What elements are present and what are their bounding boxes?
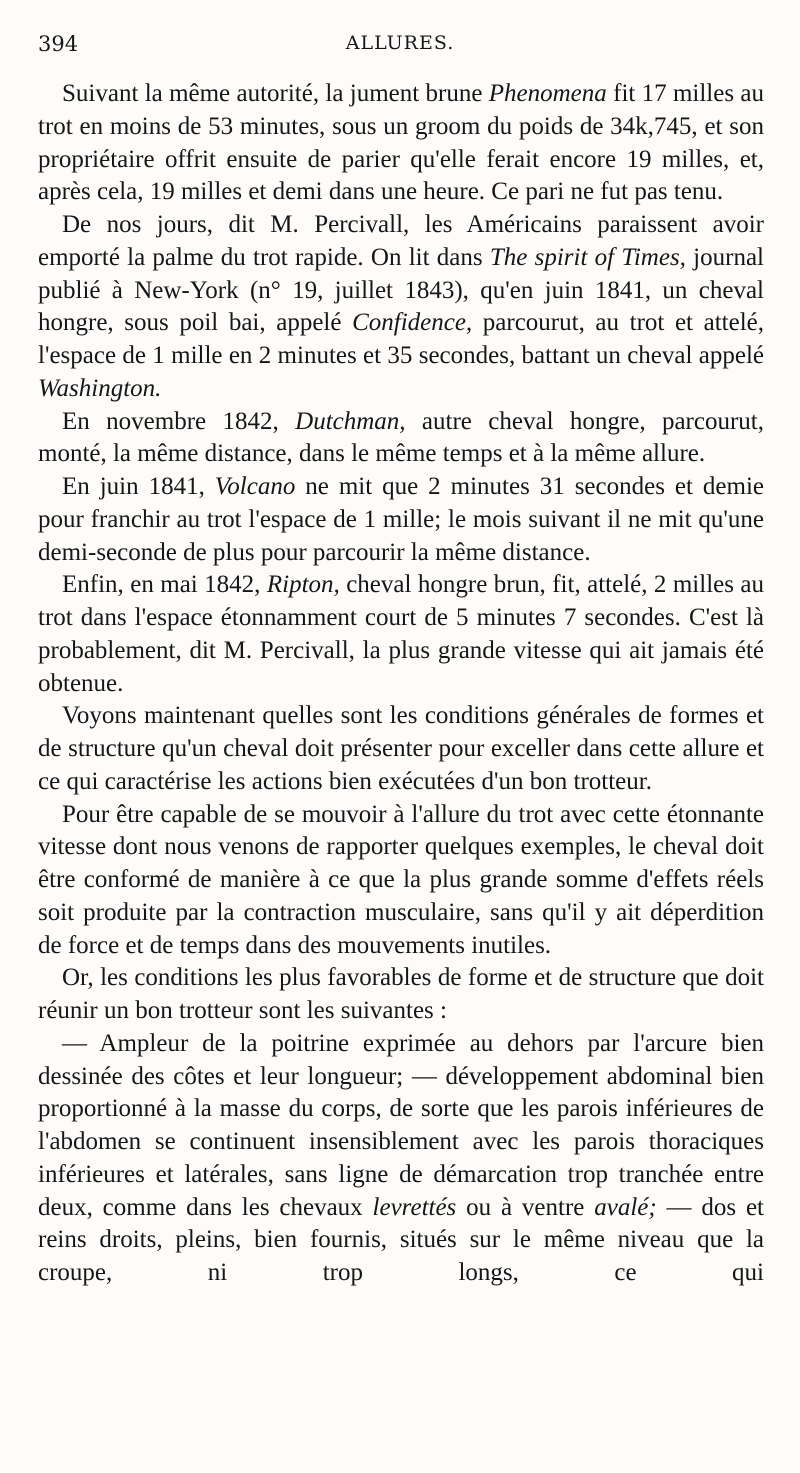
page-number: 394 [38,32,79,56]
italic-text: Phenomena [488,80,607,107]
text-run: Suivant la même autorité, la jument brune [62,80,489,107]
paragraph [38,471,764,569]
text-run: Pour être capable de se mouvoir à l'allure du trot avec cette étonnante vitesse dont nous venons de rapporter quelques exemples, le cheval doit être conformé de manière à ce que la plus grande somme d'effets réels soit produite par la contraction musculaire, sans qu'il y ait déperdition de force et de temps dans des mouvements inutiles. [38,800,764,959]
text-run: Or, les conditions les plus favorables de forme et de structure que doit réunir un bon trotteur sont les suivantes : [38,964,764,1024]
paragraph [38,700,764,798]
text-run: parcourut, au trot et attelé, l'espace de 1 mille en 2 minutes et 35 secondes, battant un cheval appelé [38,309,764,369]
paragraph [38,799,764,963]
body-text [38,78,764,1290]
italic-text: Ripton, [266,571,340,599]
text-run: ou à ventre [456,1193,595,1221]
text-run: En novembre 1842, [62,407,296,435]
italic-text: levrettés [372,1193,457,1221]
text-run: Voyons maintenant quelles sont les conditions générales de formes et de structure qu'un cheval doit présenter pour exceller dans cette allure et ce qui caractérise les actions bien exécutées d'un bon trotteur. [38,702,764,795]
italic-text: Confidence, [352,309,473,337]
paragraph [38,406,764,472]
text-run: En juin 1841, [62,473,215,500]
text-run: journal publié à New-York (n° 19, juillet 1843), qu'en juin 1841, un cheval hongre, sous poil bai, appelé [38,243,764,337]
paragraph [38,1028,764,1290]
paragraph [38,209,764,406]
italic-text: Dutchman, [295,407,406,435]
running-title: ALLURES. [345,32,455,54]
italic-text: avalé; [594,1193,657,1221]
page-header [38,32,762,62]
paragraph [38,569,764,700]
text-run: cheval hongre brun, fit, attelé, 2 milles au trot dans l'espace étonnamment court de 5 minutes 7 secondes. C'est là probablement, dit M. Percivall, la plus grande vitesse qui ait jamais été obtenue. [38,571,764,697]
italic-text: Washington. [38,374,162,402]
text-run: ne mit que 2 minutes 31 secondes et demie pour franchir au trot l'espace de 1 mille; le mois suivant il ne mit qu'une demi-seconde de plus pour parcourir la même distance. [38,473,764,566]
text-run: — dos et reins droits, pleins, bien fournis, situés sur le même niveau que la croupe, ni trop longs, ce qui [38,1193,764,1286]
text-run: fit 17 milles au trot en moins de 53 minutes, sous un groom du poids de 34k,745, et son propriétaire offrit ensuite de parier qu'elle ferait encore 19 milles, et, après cela, 19 milles et demi dans une heure. Ce pari ne fut pas tenu. [38,80,764,206]
text-run: autre cheval hongre, parcourut, monté, la même distance, dans le même temps et à la même allure. [38,407,764,468]
italic-text: Volcano [214,473,296,500]
paragraph [38,962,764,1028]
italic-text: The spirit of Times, [489,243,686,271]
text-run: De nos jours, dit M. Percivall, les Américains paraissent avoir emporté la palme du trot rapide. On lit dans [38,211,764,271]
text-run: Enfin, en mai 1842, [62,571,267,599]
paragraph [38,78,764,209]
text-run: — Ampleur de la poitrine exprimée au dehors par l'arcure bien dessinée des côtes et leur longueur; — développement abdominal bien proportionné à la masse du corps, de sorte que les parois inférieures de l'abdomen se continuent insensiblement avec les parois thoraciques inférieures et latérales, sans ligne de démarcation trop tranchée entre deux, comme dans les chevaux [38,1029,764,1221]
